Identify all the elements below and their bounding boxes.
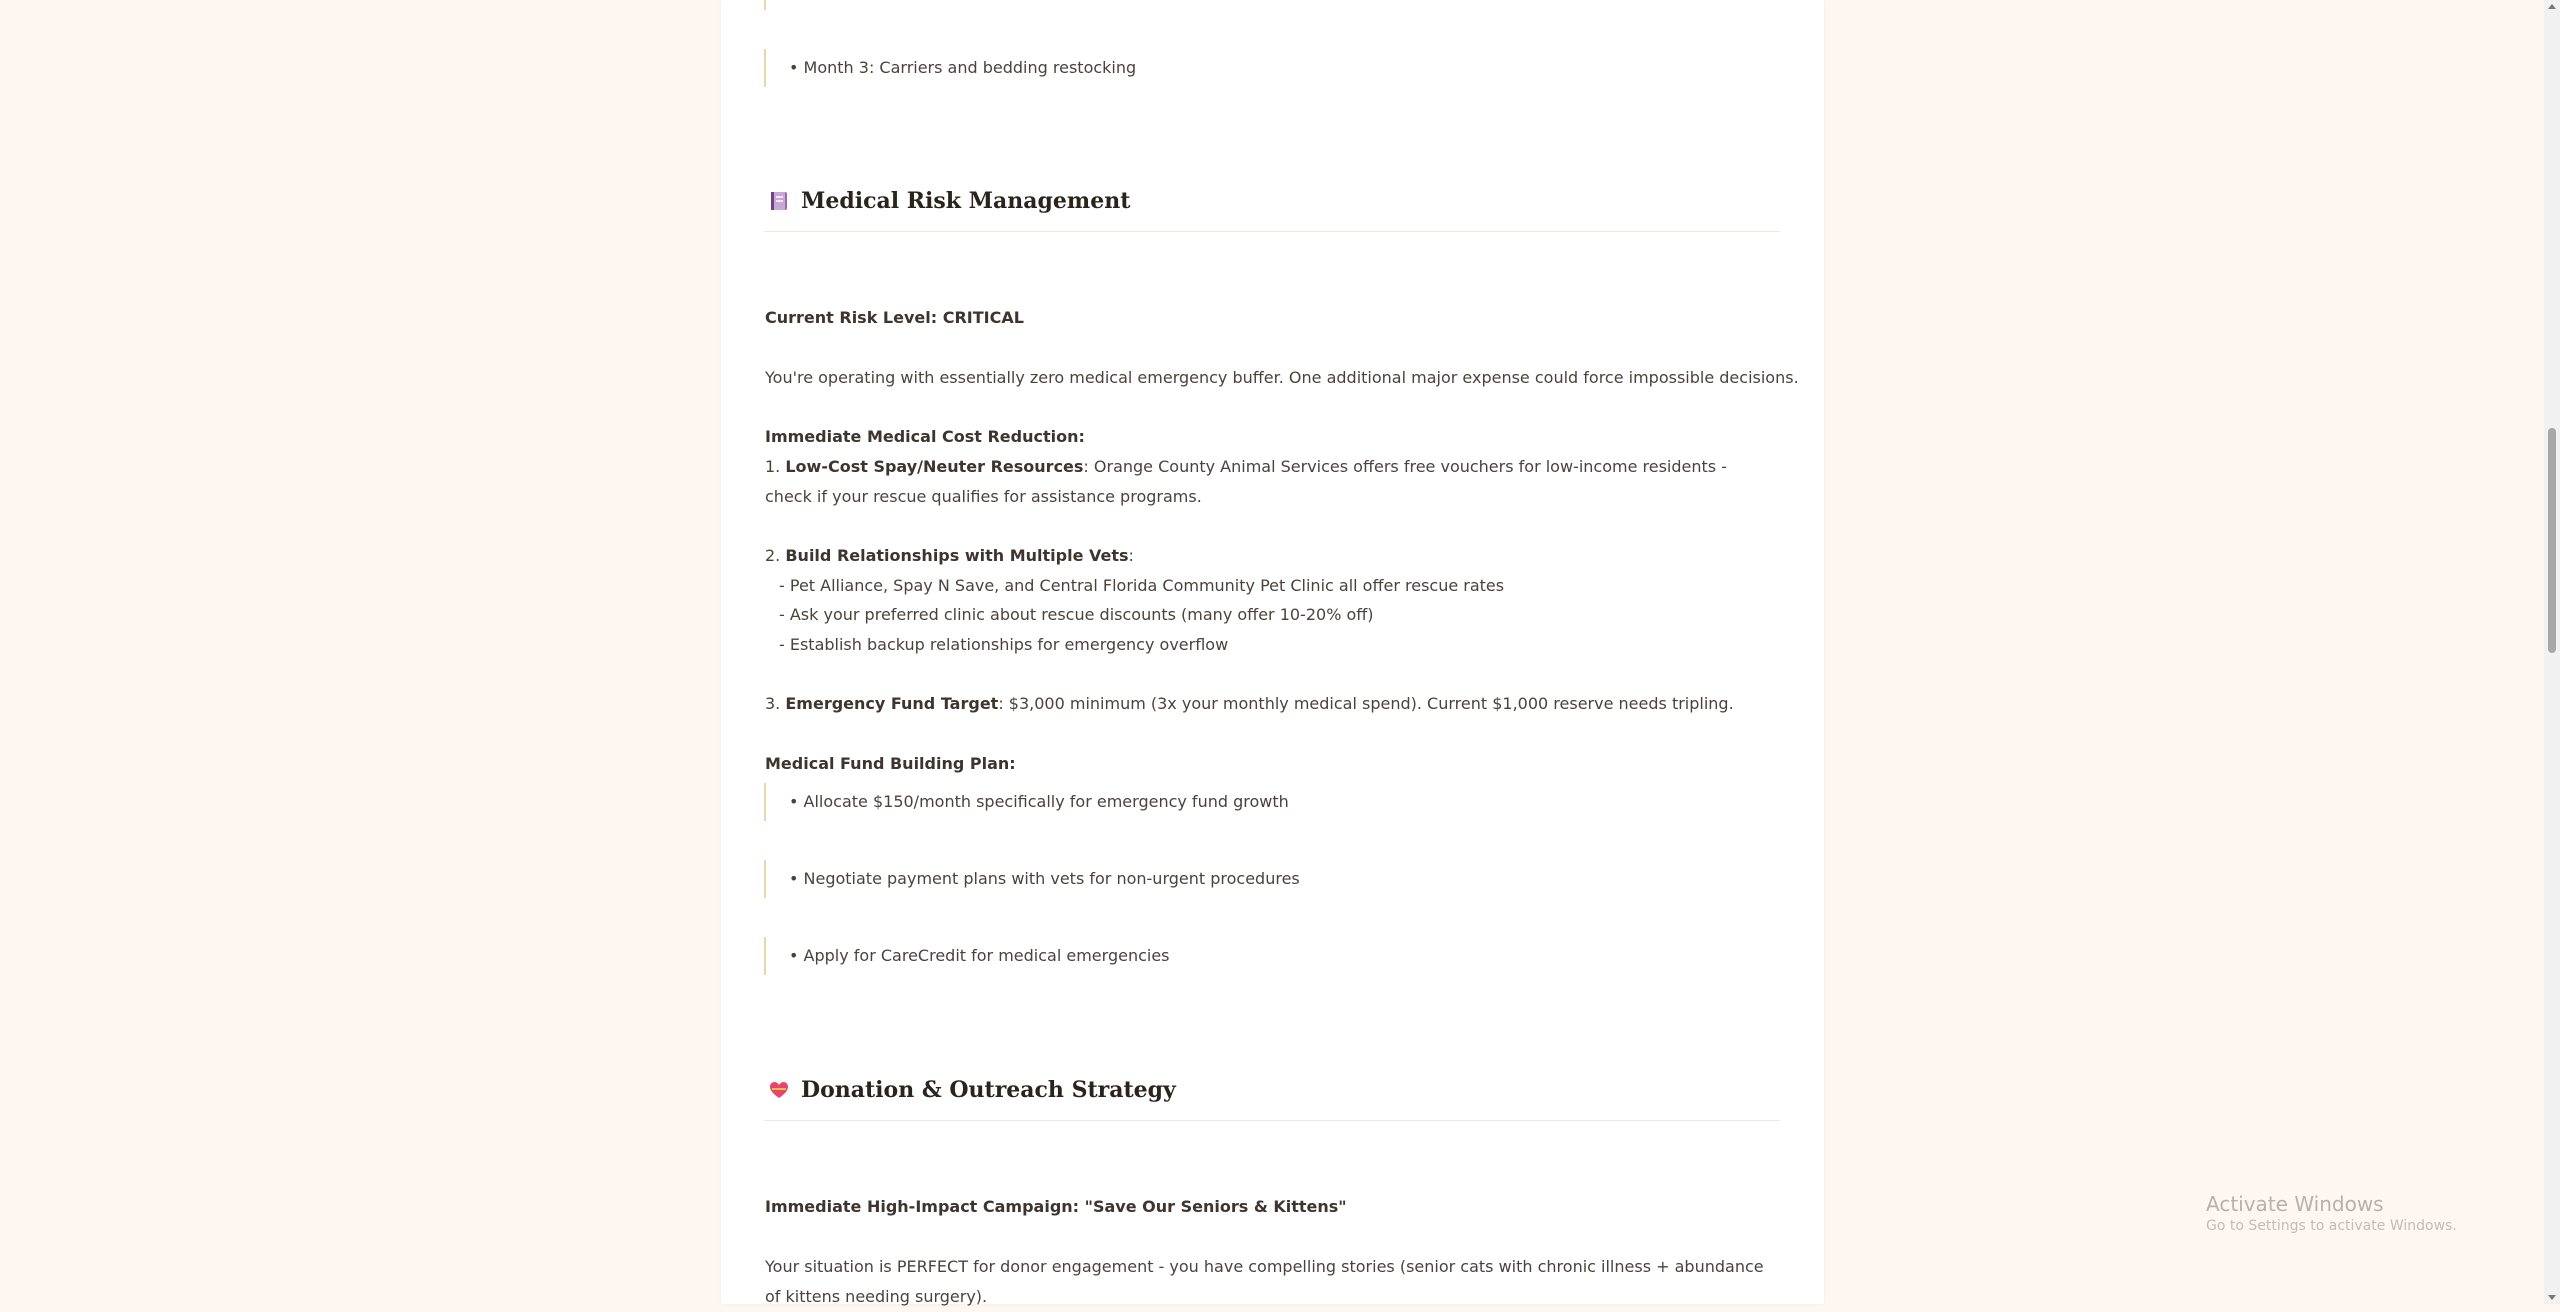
list-item-label: Emergency Fund Target	[785, 694, 999, 713]
list-item-label: Low-Cost Spay/Neuter Resources	[785, 457, 1084, 476]
scroll-up-arrow-icon[interactable]	[2548, 4, 2556, 9]
list-item-colon: :	[1128, 546, 1134, 565]
list-number: 3.	[765, 694, 786, 713]
blockquote-bullet	[764, 49, 1666, 87]
vertical-scrollbar[interactable]	[2544, 0, 2560, 1304]
scroll-down-arrow-icon[interactable]	[2548, 1295, 2556, 1300]
section-title-medical: Medical Risk Management	[801, 188, 1131, 214]
section-divider	[764, 1120, 1780, 1121]
list-item-text: : $3,000 minimum (3x your monthly medical spend). Current $1,000 reserve needs tripling.	[998, 694, 1734, 713]
activate-windows-title: Activate Windows	[2206, 1192, 2384, 1216]
list-number: 1.	[765, 457, 786, 476]
bullet-text: • Allocate $150/month specifically for emergency fund growth	[789, 792, 1289, 811]
reduction-heading: Immediate Medical Cost Reduction:	[765, 427, 1085, 446]
scrollbar-thumb[interactable]	[2548, 428, 2556, 653]
list-item-3	[765, 689, 1734, 719]
bullet-text: • Month 3: Carriers and bedding restocking	[789, 58, 1137, 77]
activate-windows-subtitle: Go to Settings to activate Windows.	[2206, 1218, 2457, 1234]
sub-item: - Pet Alliance, Spay N Save, and Central Florida Community Pet Clinic all offer rescue rates	[779, 576, 1505, 595]
fund-heading: Medical Fund Building Plan:	[765, 754, 1016, 773]
blockquote-bullet	[764, 860, 1666, 898]
bullet-text: • Apply for CareCredit for medical emergencies	[789, 946, 1170, 965]
blockquote-bullet	[764, 937, 1666, 975]
medical-intro: You're operating with essentially zero medical emergency buffer. One additional major expense could force impossible decisions.	[765, 368, 1799, 387]
campaign-heading: Immediate High-Impact Campaign: "Save Our Seniors & Kittens"	[765, 1197, 1347, 1216]
list-item-2	[765, 541, 1134, 571]
sub-item: - Establish backup relationships for emergency overflow	[779, 635, 1229, 654]
sub-item: - Ask your preferred clinic about rescue discounts (many offer 10-20% off)	[779, 605, 1374, 624]
section-title-donation: Donation & Outreach Strategy	[801, 1077, 1176, 1103]
ledger-book-icon	[768, 190, 790, 212]
list-item-label: Build Relationships with Multiple Vets	[785, 546, 1129, 565]
list-item-text: : Orange County Animal Services offers free vouchers for low-income residents - check if your rescue qualifies for assistance programs.	[765, 457, 1727, 506]
heart-icon	[768, 1079, 790, 1101]
list-item-1	[765, 452, 1775, 512]
risk-level: Current Risk Level: CRITICAL	[765, 308, 1024, 327]
section-divider	[764, 231, 1780, 232]
blockquote-bullet	[764, 783, 1666, 821]
list-number: 2.	[765, 546, 786, 565]
quote-border-partial	[764, 0, 766, 10]
bullet-text: • Negotiate payment plans with vets for non-urgent procedures	[789, 869, 1300, 888]
donation-body: Your situation is PERFECT for donor engagement - you have compelling stories (senior cats with chronic illness + abundance of kittens needing surgery).	[765, 1257, 1764, 1306]
